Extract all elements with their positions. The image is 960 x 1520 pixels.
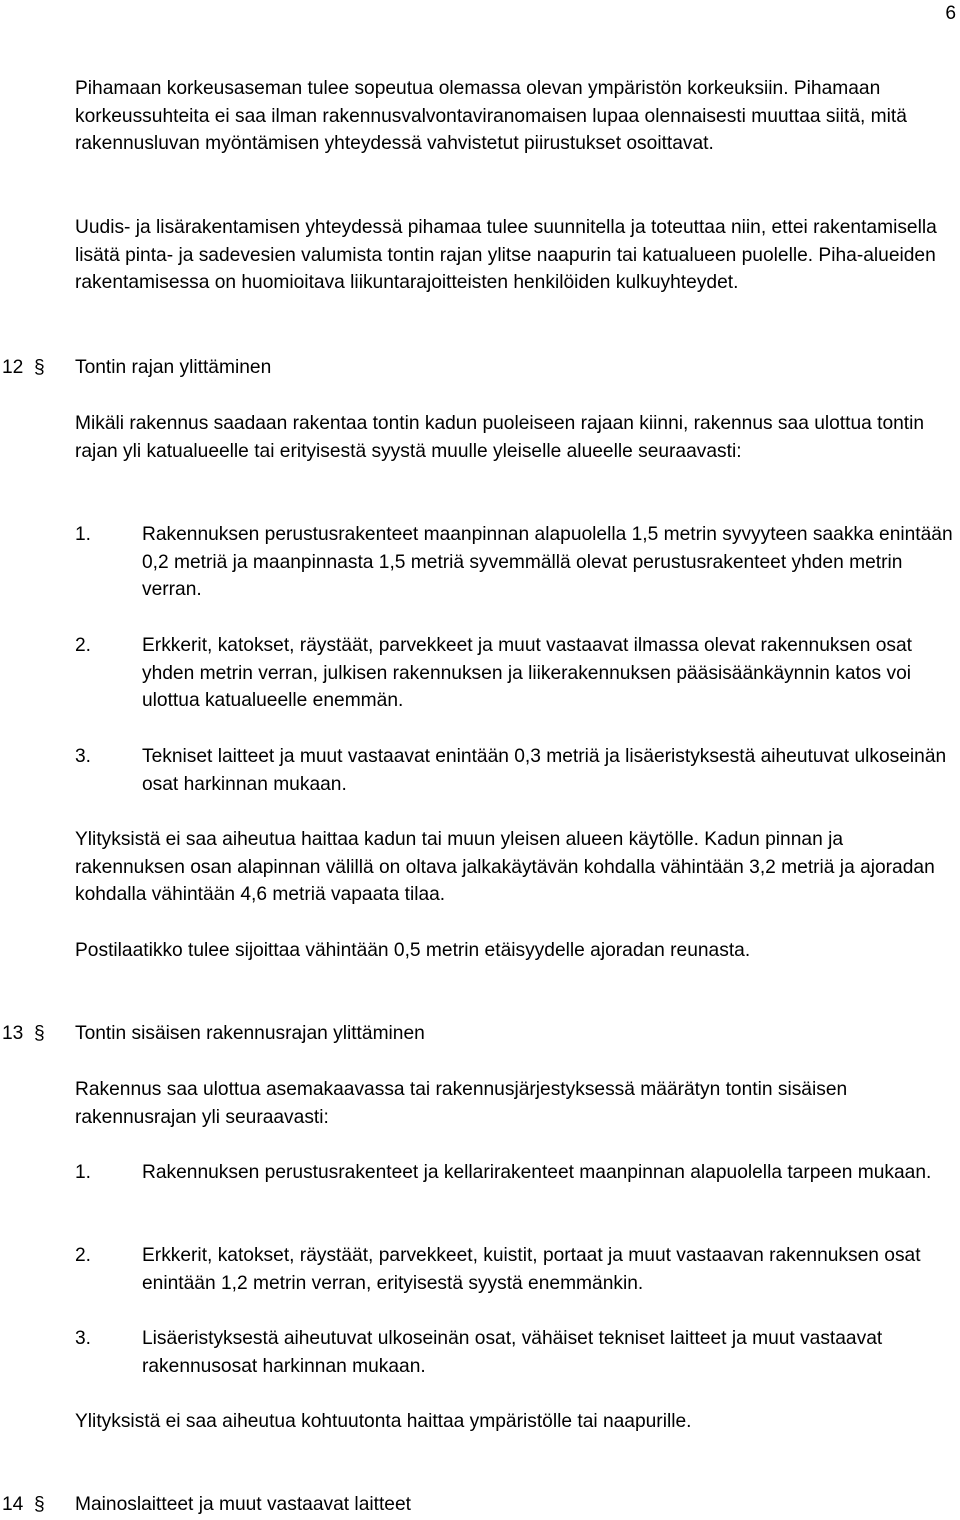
section-13-nuisance: Ylityksistä ei saa aiheutua kohtuutonta haittaa ympäristölle tai naapurille. (75, 1411, 692, 1432)
page-number: 6 (945, 3, 956, 24)
paragraph-courtyard-level: Pihamaan korkeusaseman tulee sopeutua olemassa olevan ympäristön korkeuksiin. Pihamaan korkeussuhteita ei saa ilman rakennusvalvontaviranomaisen lupaa olennaisesti muuttaa siitä, mitä rakennusluvan myöntämisen yhteydessä vahvistetut piirustukset osoittavat. (75, 78, 907, 154)
section-14-heading (0, 1491, 950, 1519)
list-marker: 2. (75, 1245, 92, 1266)
section-symbol: § (34, 1494, 45, 1515)
section-12-heading (0, 354, 950, 382)
section-title: Tontin rajan ylittäminen (75, 357, 272, 378)
paragraph-courtyard-drainage: Uudis- ja lisärakentamisen yhteydessä pihamaa tulee suunnitella ja toteuttaa niin, ettei rakentamisella lisätä pinta- ja sadevesien valumista tontin rajan ylitse naapurin tai katualueen puolelle. Piha-alueiden rakentamisessa on huomioitava liikuntarajoitteisten henkilöiden kulkuyhteydet. (75, 217, 937, 293)
section-13-heading (0, 1020, 950, 1048)
list-text: Rakennuksen perustusrakenteet ja kellarirakenteet maanpinnan alapuolella tarpeen mukaan. (142, 1162, 932, 1183)
section-12-mailbox: Postilaatikko tulee sijoittaa vähintään 0,5 metrin etäisyydelle ajoradan reunasta. (75, 940, 751, 961)
list-text: Rakennuksen perustusrakenteet maanpinnan alapuolella 1,5 metrin syvyyteen saakka enintään 0,2 metriä ja maanpinnasta 1,5 metriä syvemmällä olevat perustusrakenteet yhden metrin verran. (142, 524, 953, 600)
section-symbol: § (34, 1023, 45, 1044)
list-marker: 2. (75, 635, 92, 656)
section-12-clearance: Ylityksistä ei saa aiheutua haittaa kadun tai muun yleisen alueen käytölle. Kadun pinnan ja rakennuksen osan alapinnan välillä on oltava jalkakäytävän kohdalla vähintään 3,2 metriä ja ajoradan kohdalla vähintään 4,6 metriä vapaata tilaa. (75, 829, 935, 905)
section-13-intro: Rakennus saa ulottua asemakaavassa tai rakennusjärjestyksessä määrätyn tontin sisäisen rakennusrajan yli seuraavasti: (75, 1079, 848, 1128)
list-marker: 3. (75, 1328, 92, 1349)
list-text: Lisäeristyksestä aiheutuvat ulkoseinän osat, vähäiset tekniset laitteet ja muut vastaavat rakennusosat harkinnan mukaan. (142, 1328, 883, 1377)
section-number: 12 (2, 357, 24, 378)
section-number: 14 (2, 1494, 24, 1515)
section-title: Mainoslaitteet ja muut vastaavat laitteet (75, 1494, 411, 1515)
section-number: 13 (2, 1023, 24, 1044)
list-text: Erkkerit, katokset, räystäät, parvekkeet, kuistit, portaat ja muut vastaavan rakennuksen osat enintään 1,2 metrin verran, erityisestä syystä enemmänkin. (142, 1245, 921, 1294)
list-marker: 1. (75, 1162, 92, 1183)
list-text: Erkkerit, katokset, räystäät, parvekkeet ja muut vastaavat ilmassa olevat rakennuksen osat yhden metrin verran, julkisen rakennuksen ja liikerakennuksen pääsisäänkäynnin katos voi ulottua katualueelle enemmän. (142, 635, 912, 711)
list-text: Tekniset laitteet ja muut vastaavat enintään 0,3 metriä ja lisäeristyksestä aiheutuvat ulkoseinän osat harkinnan mukaan. (142, 746, 947, 795)
list-marker: 3. (75, 746, 92, 767)
section-12-intro: Mikäli rakennus saadaan rakentaa tontin kadun puoleiseen rajaan kiinni, rakennus saa ulottua tontin rajan yli katualueelle tai erityisestä syystä muulle yleiselle alueelle seuraavasti: (75, 413, 925, 462)
section-symbol: § (34, 357, 45, 378)
section-title: Tontin sisäisen rakennusrajan ylittäminen (75, 1023, 425, 1044)
list-marker: 1. (75, 524, 92, 545)
